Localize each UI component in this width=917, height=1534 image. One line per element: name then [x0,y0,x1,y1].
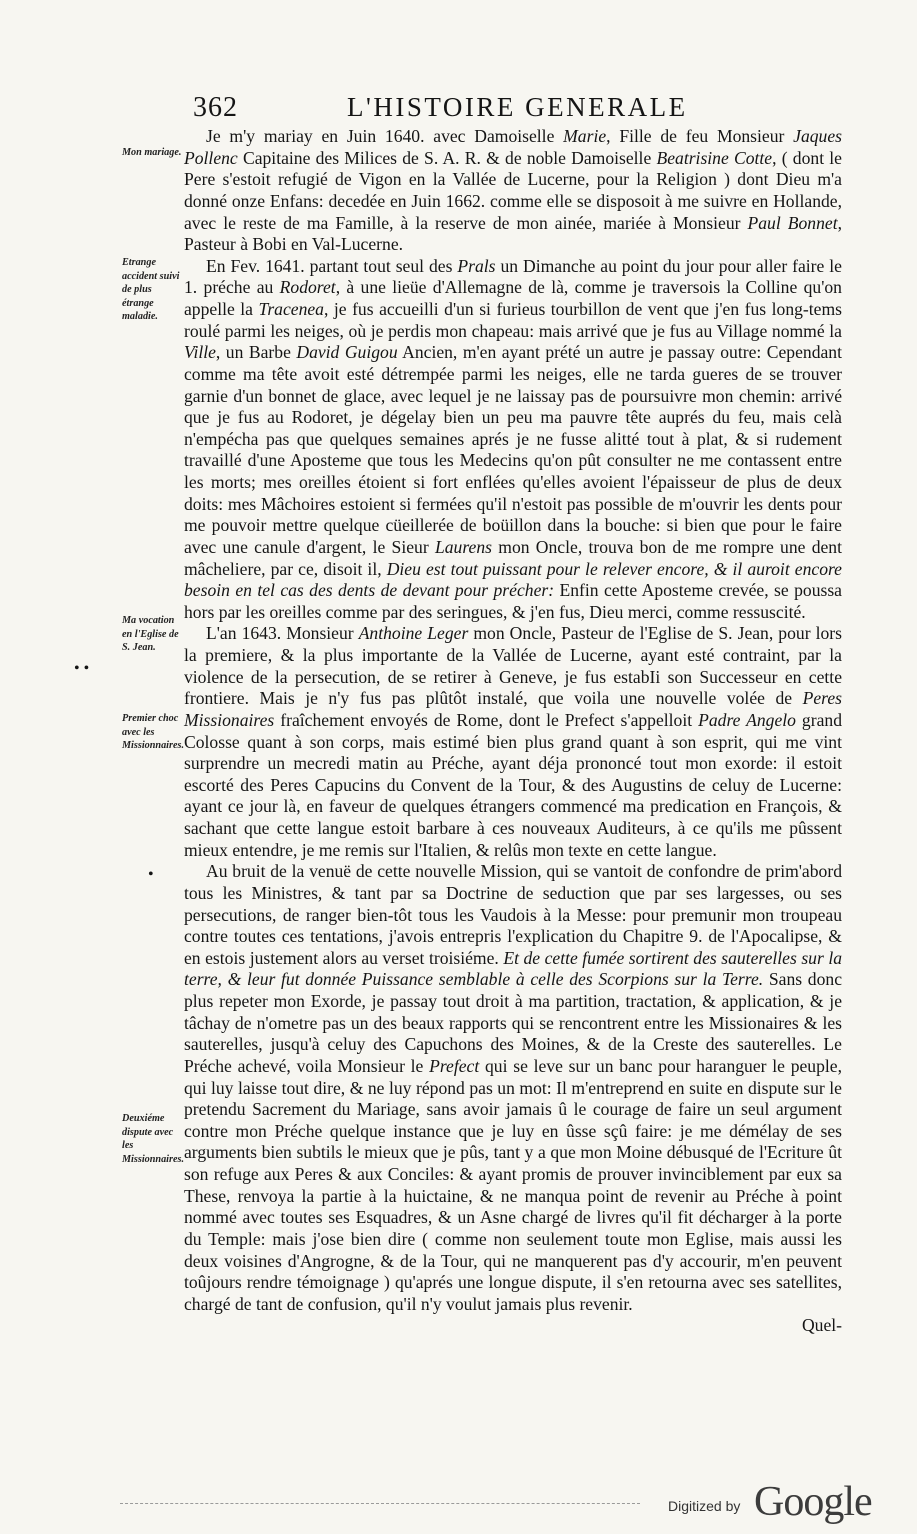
page-header [193,92,843,126]
text-run: Enfin cette Aposteme crevée, se poussa hors par les oreilles comme par des seringues, & j'en fus, Dieu merci, comme ressuscité. [184,580,842,622]
text-run: , Fille de feu Monsieur [606,126,794,146]
text-run: , je fus accueilli d'un si furieus tourbillon de vent que j'en fus long-tems roulé parmi les neiges, où je perdis mon chapeau: mais arrivé que je fus au Village nommé la [184,299,842,341]
paragraph [184,126,842,256]
paragraph [184,256,842,624]
stray-marks: • • [74,660,90,677]
margin-note: Etrange accident suivi de plus étrange maladie. [122,257,180,322]
italic-run: Laurens [434,536,492,557]
page-number: 362 [193,92,238,123]
text-run: En Fev. 1641. partant tout seul des [206,255,458,276]
italic-run: Beatrisine Cotte [656,147,773,168]
paragraph [184,623,842,861]
italic-run: Et de cette fumée sortirent des sauterelles sur la terre, & leur fut donnée Puissance semblable à celle des Scorpions sur la Terre. [184,947,842,990]
text-run: , ( dont le Pere s'estoit refugié de Vigon en la Vallée de Lucerne, pour la Religion ) dont Dieu m'a donné onze Enfans: decedée en Juin 1662. comme elle se disposoit à me suivre en Hollande, avec le reste de ma Famille, à la reserve de mon ainée, mariée à Monsieur [184,147,842,233]
italic-run: Peres Missionaires [184,688,842,730]
italic-run: Padre Angelo [698,709,796,730]
text-run: Ancien, m'en ayant prété un autre je passay outre: Cependant comme ma tête avoit esté détrempée parmi les neiges, elle ne tarda gueres de se trouver garnie d'un bonnet de glace, avec lequel je ne laissay pas de poursuivre mon chemin: arrivé que je fus au Rodoret, je dégelay bien un peu ma pauvre tête auprés du feu, mais celà n'empécha pas que quelques semaines aprés je ne fusse alitté tout à plat, & si rudement travaillé d'une Aposteme que tous les Medecins qu'on pût consulter ne me contassent entre les morts; mes oreilles étoient si fort enflées qu'elles avoient l'épaisseur de plus de deux doits: mes Mâchoires estoient si fermées qu'il n'estoit pas possible de m'ouvrir les dents pour me pouvoir mettre quelque cüeillerée de boüillon dans la bouche: si bien que pour le faire avec une canule d'argent, le Sieur [184,342,842,557]
italic-run: Rodoret [279,277,336,298]
footer-divider [120,1503,640,1506]
text-run: Je m'y mariay en Juin 1640. avec Damoiselle [206,126,564,146]
text-run: fraîchement envoyés de Rome, dont le Prefect s'appelloit [274,709,699,730]
text-run: Sans donc plus repeter mon Exorde, je passay tout droit à ma partition, tractation, & application, & je tâchay de n'ometre pas un des beaux rapports qui se rencontrent entre les Missionaires & les sauterelles, jusqu'à celuy des Capuchons des Moines, & de la Creste des sauterelles. Le Préche achevé, voila Monsieur le [184,969,842,1076]
italic-run: Prefect [429,1055,480,1076]
italic-run: Dieu est tout puissant pour le relever encore, & il auroit encore besoin en tel cas des dents de devant pour précher: [184,558,842,601]
text-run: mon Oncle, trouva bon de me rompre une dent mâcheliere, par ce, disoit il, [184,536,842,579]
margin-note: Deuxiéme dispute avec les Missionnaires. [122,1113,184,1165]
italic-run: Ville [184,342,216,363]
watermark-prefix: Digitized by [668,1498,741,1514]
margin-note: Ma vocation en l'Eglise de S. Jean. [122,615,179,653]
text-run: Capitaine des Milices de S. A. R. & de noble Damoiselle [237,147,657,168]
margin-note: Premier choc avec les Missionnaires. [122,713,184,751]
text-run: Au bruit de la venuë de cette nouvelle Mission, qui se vantoit de confondre de prim'abord tous les Ministres, & tant par sa Doctrine de seduction que par ses largesses, ou ses persecutions, de ranger bien-tôt tous les Vaudois à la Messe: pour premunir mon troupeau contre toutes ces tentations, j'avois entrepris l'explication du Chapitre 9. de l'Apocalipse, & en estois justement alors au verset troisiéme. [184,861,842,968]
italic-run: Marie [563,126,607,146]
italic-run: Jaques Pollenc [184,126,843,168]
running-title: L'HISTOIRE GENERALE [347,92,688,122]
italic-run: David Guigou [296,342,398,363]
text-run: L'an 1643. Monsieur [206,623,359,644]
margin-note: Mon mariage. [122,147,182,158]
text-run: qui se leve sur un banc pour haranguer le peuple, qui luy laisse tout dire, & ne luy répond pas un mot: Il m'entreprend en suite en dispute sur le pretendu Sacrement du Mariage, sans avoir jamais û le courage de faire un seul argument contre mon Préche quelque instance que je luy en ûsse sçû faire: je me démélay de ses arguments bien subtils le mieux que je pûs, tant y a que mon Moine débusqué de l'Ecriture ût son refuge aux Peres & aux Conciles: & ayant promis de prouver invinciblement par eux sa These, renvoya la partie à la huictaine, & ne manqua point de revenir au Préche à point nommé avec toutes ses Esquadres, & un Asne chargé de livres qu'il fit décharger à la porte du Temple: mais j'ose bien dire ( comme non seulement toute mon Eglise, mais aussi les deux voisines d'Angrogne, & de la Tour, qui ne manquerent pas d'y accourir, m'en peuvent toûjours rendre témoignage ) qu'aprés une longue dispute, il s'en retourna avec ses satellites, chargé de tant de confusion, qu'il n'y voulut jamais plus revenir. [184,1055,842,1314]
text-run: , à une lieüe d'Allemagne de là, comme je traversois la Colline qu'on appelle la [184,277,842,319]
text-run: mon Oncle, Pasteur de l'Eglise de S. Jean, pour lors la premiere, & la plus importante de la Vallée de Lucerne, ayant esté contraint, par la violence de la persecution, de se retirer à Geneve, je fus estabIi son Successeur en cette frontiere. Mais je n'y fus pas plûtôt instalé, que voila une nouvelle volée de [184,623,842,709]
text-run: grand Colosse quant à son corps, mais estimé bien plus grand quant à son esprit, qui me vint surprendre un mecredi matin au Préche, ayant déja prononcé tout mon exorde: il estoit escorté des Peres Capucins du Convent de la Tour, & des Augustins de celuy de Lucerne: ayant ce jour là, en faveur de quelques étrangers commencé ma predication en François, & sachant que cette langue estoit barbare à ces nouveaux Auditeurs, à ce qu'ils me pûssent mieux entendre, je me remis sur l'Italien, & relûs mon texte en cette langue. [184,709,842,860]
text-run: un Dimanche au point du jour pour aller faire le 1. préche au [184,255,842,298]
italic-run: Prals [457,255,496,276]
paragraph [184,861,842,1315]
italic-run: Tracenea [258,299,324,319]
google-logo: Google [754,1479,872,1525]
text-column [184,126,842,1337]
catchword: Quel- [801,1315,842,1336]
text-run: , un Barbe [215,342,297,363]
italic-run: Anthoine Leger [358,623,469,644]
google-watermark [668,1479,898,1530]
text-run: , Pasteur à Bobi en Val-Lucerne. [184,212,842,255]
stray-mark: • [148,866,154,883]
italic-run: Paul Bonnet [747,212,838,233]
